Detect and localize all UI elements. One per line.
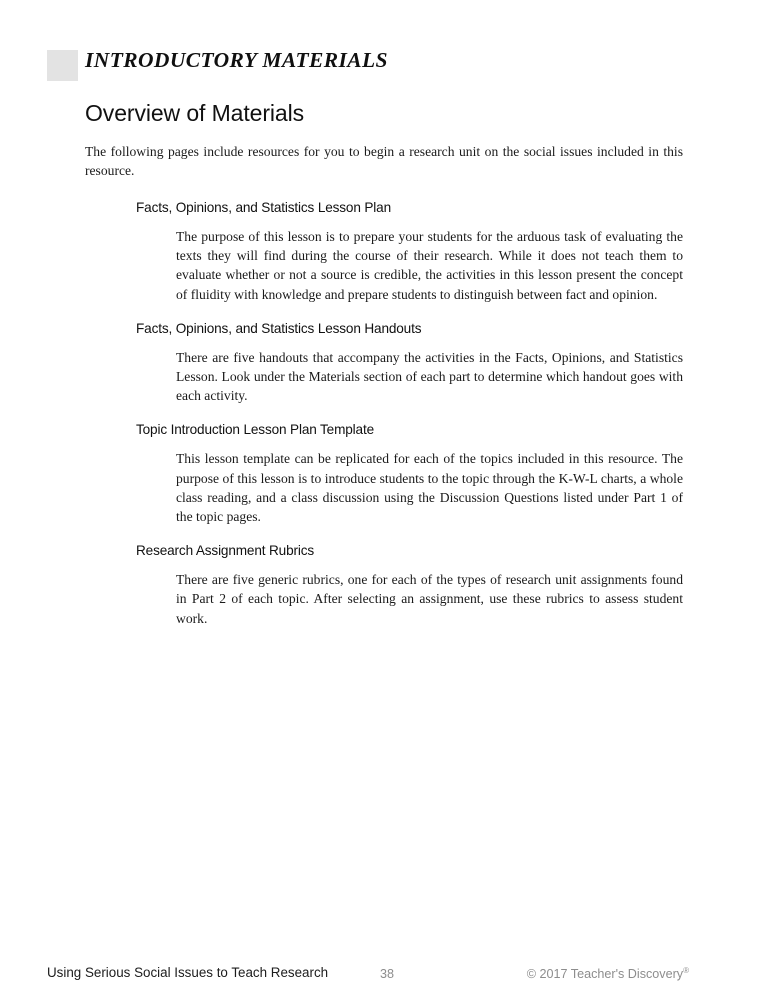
section-heading: Topic Introduction Lesson Plan Template bbox=[136, 422, 374, 438]
page-footer bbox=[47, 964, 689, 986]
section-topic-introduction-lesson-plan-template bbox=[85, 421, 683, 526]
footer-page-number: 38 bbox=[379, 967, 394, 981]
section-list bbox=[85, 199, 683, 628]
section-body: There are five generic rubrics, one for each of the types of research unit assignments found in Part 2 of each topic. After selecting an assignment, use these rubrics to assess student work. bbox=[176, 572, 683, 626]
section-research-assignment-rubrics bbox=[85, 542, 683, 628]
footer-copyright-text: © 2017 Teacher's Discovery bbox=[526, 967, 684, 981]
section-facts-opinions-statistics-lesson-plan bbox=[85, 199, 683, 304]
page-content bbox=[85, 98, 683, 628]
section-body: The purpose of this lesson is to prepare your students for the arduous task of evaluating the texts they will find during the course of their research. While it does not teach them to evaluate whether or not a source is credible, the activities in this lesson present the concept of fluidity with knowledge and prepare students to distinguish between fact and opinion. bbox=[176, 229, 683, 302]
running-header-title: INTRODUCTORY MATERIALS bbox=[85, 48, 388, 72]
section-heading: Facts, Opinions, and Statistics Lesson Plan bbox=[136, 200, 391, 215]
footer-book-title: Using Serious Social Issues to Teach Research bbox=[47, 965, 329, 980]
section-heading: Facts, Opinions, and Statistics Lesson Handouts bbox=[136, 320, 422, 336]
page-title: Overview of Materials bbox=[85, 100, 305, 126]
header-color-swatch bbox=[47, 50, 78, 81]
running-header bbox=[47, 48, 737, 82]
intro-paragraph: The following pages include resources for you to begin a research unit on the social issues included in this resource. bbox=[85, 144, 683, 178]
registered-trademark-icon: ® bbox=[683, 965, 689, 975]
section-facts-opinions-statistics-lesson-handouts bbox=[85, 320, 683, 406]
footer-copyright bbox=[527, 965, 689, 983]
section-heading: Research Assignment Rubrics bbox=[136, 543, 315, 559]
section-body: There are five handouts that accompany the activities in the Facts, Opinions, and Statistics Lesson. Look under the Materials section of each part to determine which handout goes with each activity. bbox=[176, 349, 683, 404]
section-body: This lesson template can be replicated for each of the topics included in this resource. The purpose of this lesson is to introduce students to the topic through the K-W-L charts, a whole class reading, and a class discussion using the Discussion Questions listed under Part 1 of the topic pages. bbox=[176, 451, 683, 525]
